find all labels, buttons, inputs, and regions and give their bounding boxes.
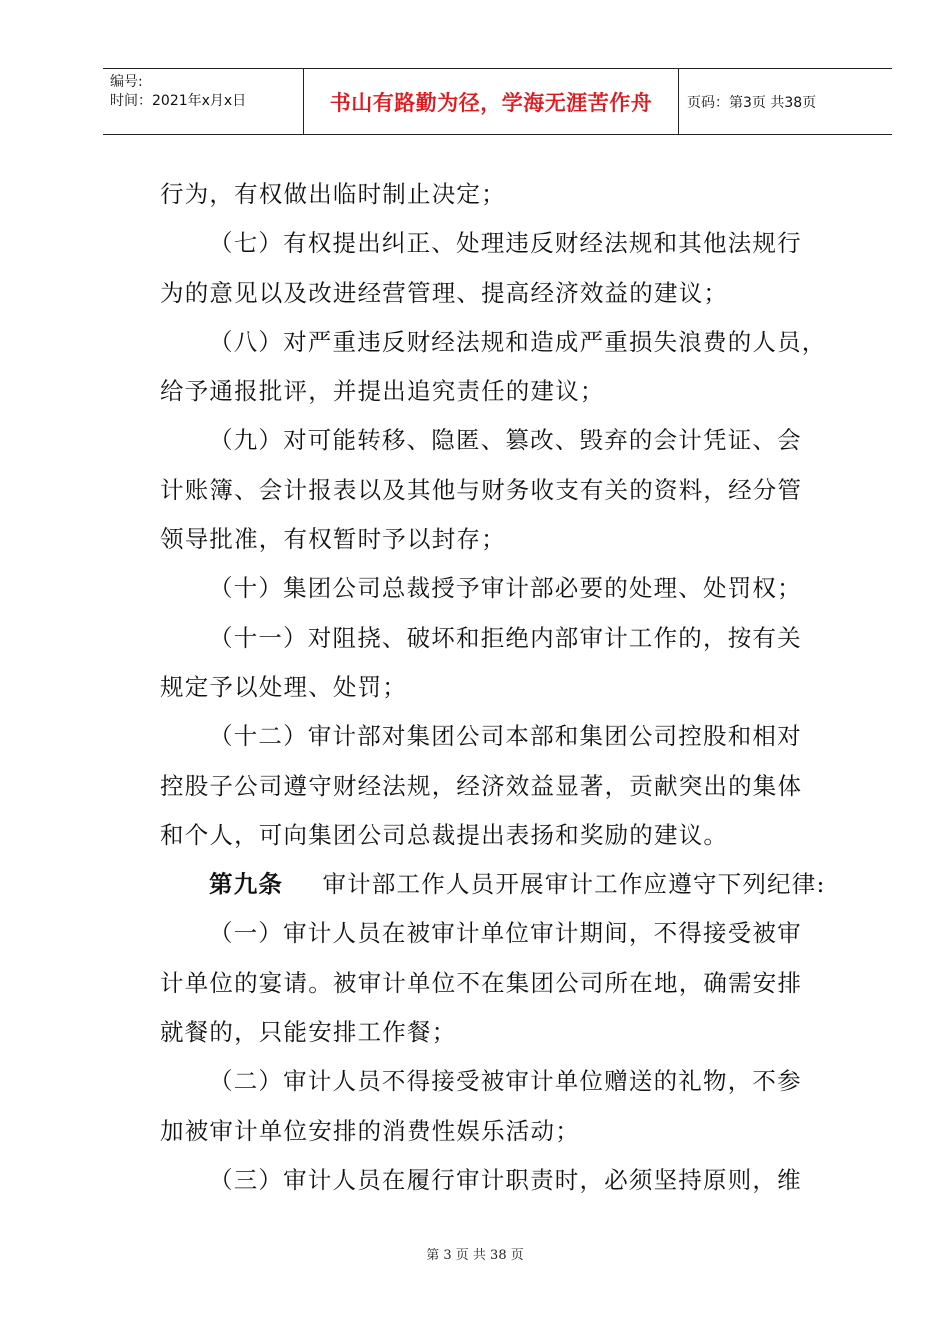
body-line: （二）审计人员不得接受被审计单位赠送的礼物，不参	[209, 1067, 802, 1096]
body-line: （八）对严重违反财经法规和造成严重损失浪费的人员，	[209, 327, 827, 356]
body-line: 和个人，可向集团公司总裁提出表扬和奖励的建议。	[160, 820, 729, 849]
header-page-info: 页码：第3页 共38页	[687, 94, 817, 111]
body-line: 规定予以处理、处罚；	[160, 672, 407, 701]
body-line: （九）对可能转移、隐匿、篡改、毁弃的会计凭证、会	[209, 426, 802, 455]
header-meta	[103, 69, 303, 134]
document-body	[160, 170, 840, 1205]
header-motto: 书山有路勤为径，学海无涯苦作舟	[303, 69, 679, 134]
body-line: （三）审计人员在履行审计职责时，必须坚持原则，维	[209, 1165, 802, 1194]
body-line: 为的意见以及改进经营管理、提高经济效益的建议；	[160, 278, 729, 307]
article-text: 审计部工作人员开展审计工作应遵守下列纪律:	[322, 870, 826, 899]
body-line: 计账簿、会计报表以及其他与财务收支有关的资料，经分管	[160, 475, 803, 504]
body-line: 计单位的宴请。被审计单位不在集团公司所在地，确需安排	[160, 968, 803, 997]
article-heading	[160, 860, 840, 909]
body-line: 就餐的，只能安排工作餐；	[160, 1018, 457, 1047]
body-line: 给予通报批评，并提出追究责任的建议；	[160, 377, 605, 406]
body-line: 领导批准，有权暂时予以封存；	[160, 525, 506, 554]
time-label: 时间：2021年x月x日	[110, 93, 247, 109]
body-line: （十）集团公司总裁授予审计部必要的处理、处罚权；	[209, 574, 802, 603]
number-label: 编号:	[110, 74, 143, 90]
document-header	[103, 68, 892, 135]
body-line: （十二）审计部对集团公司本部和集团公司控股和相对	[209, 722, 802, 751]
body-line: （七）有权提出纠正、处理违反财经法规和其他法规行	[209, 229, 802, 258]
body-line: （一）审计人员在被审计单位审计期间，不得接受被审	[209, 919, 802, 948]
body-line: 行为，有权做出临时制止决定；	[160, 180, 506, 208]
page-footer: 第 3 页 共 38 页	[426, 1248, 524, 1263]
body-line: （十一）对阻挠、破坏和拒绝内部审计工作的，按有关	[209, 623, 802, 652]
body-line: 控股子公司遵守财经法规，经济效益显著，贡献突出的集体	[160, 771, 803, 800]
body-line: 加被审计单位安排的消费性娱乐活动；	[160, 1116, 580, 1145]
article-title: 第九条	[209, 870, 284, 899]
